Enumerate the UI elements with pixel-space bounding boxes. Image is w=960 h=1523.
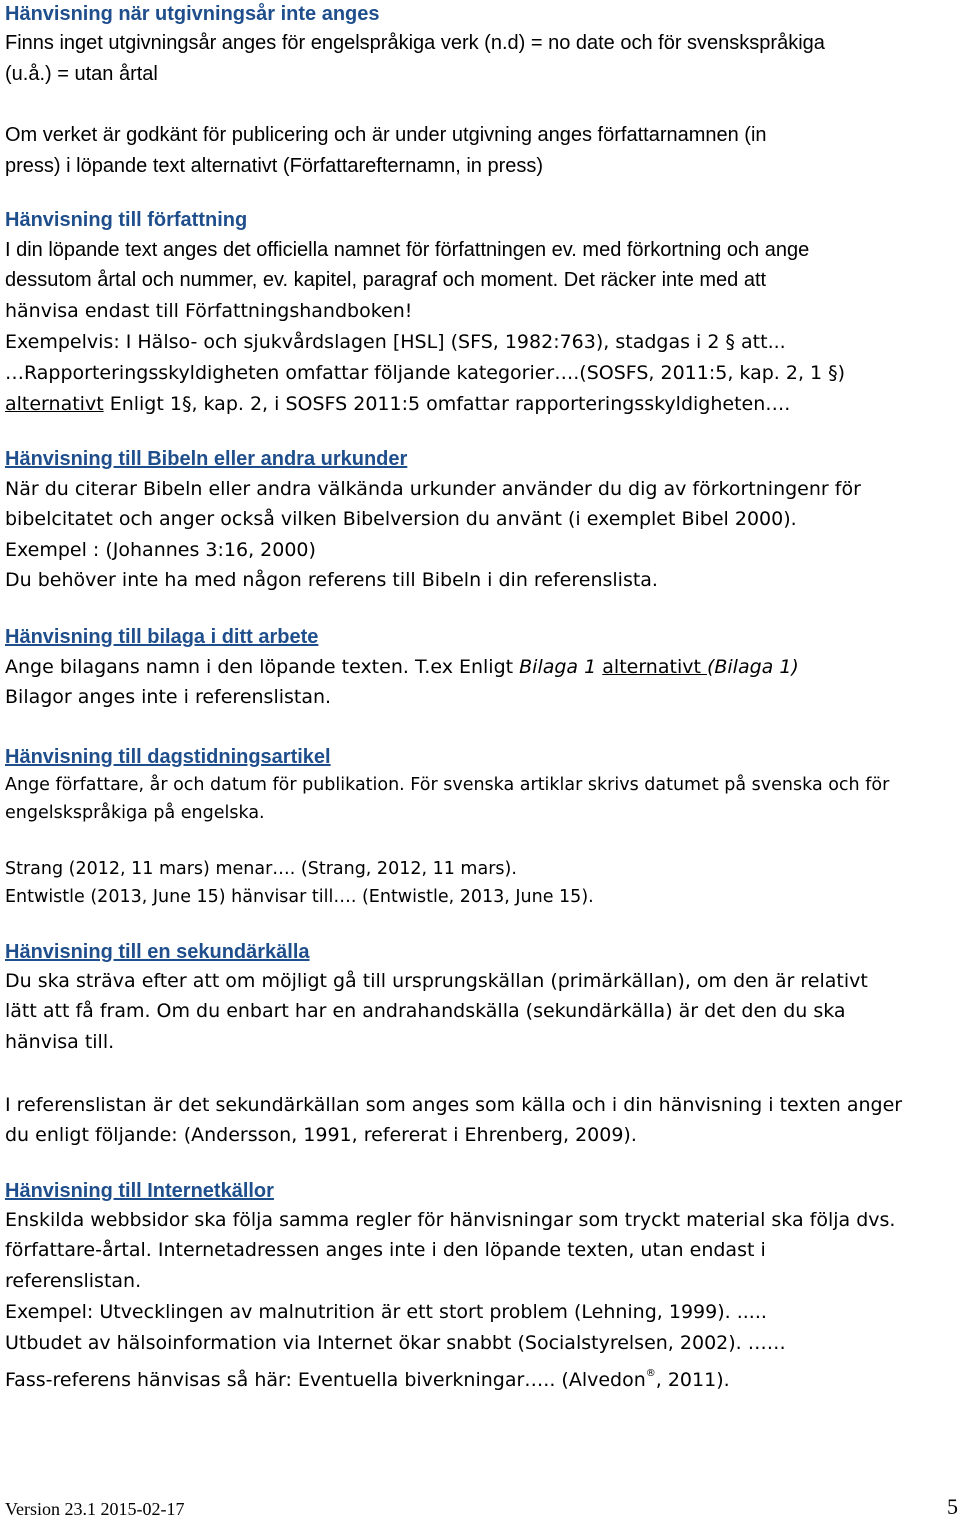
appendix-underlined: alternativt [602, 656, 707, 678]
newspaper-line: Ange författare, år och datum för publikation. För svenska artiklar skrivs datumet på svenska och för [5, 775, 890, 795]
bible-line: Exempel : (Johannes 3:16, 2000) [5, 539, 316, 561]
statute-alt-rest: Enligt 1§, kap. 2, i SOSFS 2011:5 omfattar rapporteringsskyldigheten…. [103, 393, 791, 415]
heading-bible: Hänvisning till Bibeln eller andra urkunder [5, 448, 408, 470]
footer-version: Version 23.1 2015-02-17 [5, 1499, 185, 1519]
statute-line: dessutom årtal och nummer, ev. kapitel, paragraf och moment. Det räcker inte med att [5, 269, 767, 291]
alternativt-underlined: alternativt [5, 393, 104, 415]
secondary-line: Du ska sträva efter att om möjligt gå till ursprungskällan (primärkällan), om den är relativt [5, 970, 868, 992]
appendix-text: Ange bilagans namn i den löpande texten. T.ex Enligt [5, 656, 520, 678]
secondary-line: lätt att få fram. Om du enbart har en andrahandskälla (sekundärkälla) är det den du ska [5, 1000, 846, 1022]
fass-text-end: , 2011). [655, 1369, 730, 1391]
internet-line: Utbudet av hälsoinformation via Internet ökar snabbt (Socialstyrelsen, 2002). …… [5, 1332, 786, 1354]
secondary-line: hänvisa till. [5, 1031, 115, 1053]
heading-appendix: Hänvisning till bilaga i ditt arbete [5, 626, 319, 648]
newspaper-line: Strang (2012, 11 mars) menar…. (Strang, 2012, 11 mars). [5, 859, 517, 879]
bible-line: Du behöver inte ha med någon referens till Bibeln i din referenslista. [5, 569, 658, 591]
newspaper-line: Entwistle (2013, June 15) hänvisar till…. (Entwistle, 2013, June 15). [5, 887, 594, 907]
appendix-line [5, 653, 799, 681]
appendix-italic: Bilaga 1 [519, 656, 597, 678]
statute-line: I din löpande text anges det officiella namnet för författningen ev. med förkortning och ange [5, 239, 810, 261]
page-number: 5 [947, 1494, 958, 1519]
newspaper-line: engelskspråkiga på engelska. [5, 803, 265, 823]
appendix-italic: (Bilaga 1) [706, 656, 799, 678]
heading-newspaper: Hänvisning till dagstidningsartikel [5, 746, 331, 768]
internet-line: författare-årtal. Internetadressen anges inte i den löpande texten, utan endast i [5, 1239, 766, 1261]
fass-text: Fass-referens hänvisas så här: Eventuella biverkningar….. (Alvedon [5, 1369, 646, 1391]
internet-line: Exempel: Utvecklingen av malnutrition är ett stort problem (Lehning, 1999). ..... [5, 1301, 767, 1323]
statute-alt-line [5, 390, 790, 418]
appendix-line: Bilagor anges inte i referenslistan. [5, 686, 332, 708]
no-year-line: (u.å.) = utan årtal [5, 63, 158, 85]
bible-line: När du citerar Bibeln eller andra välkända urkunder använder du dig av förkortningenr för [5, 478, 861, 500]
statute-line: …Rapporteringsskyldigheten omfattar följande kategorier….(SOSFS, 2011:5, kap. 2, 1 §) [5, 362, 846, 384]
registered-mark: ® [645, 1368, 656, 1379]
heading-secondary-source: Hänvisning till en sekundärkälla [5, 941, 310, 963]
heading-no-year: Hänvisning när utgivningsår inte anges [5, 3, 380, 25]
secondary-line: du enligt följande: (Andersson, 1991, refererat i Ehrenberg, 2009). [5, 1124, 637, 1146]
no-year-line: Finns inget utgivningsår anges för engelspråkiga verk (n.d) = no date och för svenskspråkiga [5, 32, 825, 54]
fass-line [5, 1360, 730, 1394]
bible-line: bibelcitatet och anger också vilken Bibelversion du använt (i exemplet Bibel 2000). [5, 508, 797, 530]
no-year-line: Om verket är godkänt för publicering och är under utgivning anges författarnamnen (in [5, 124, 767, 146]
heading-internet: Hänvisning till Internetkällor [5, 1180, 274, 1202]
statute-line: Exempelvis: I Hälso- och sjukvårdslagen [HSL] (SFS, 1982:763), stadgas i 2 § att... [5, 331, 786, 353]
secondary-line: I referenslistan är det sekundärkällan som anges som källa och i din hänvisning i texten anger [5, 1094, 903, 1116]
internet-line: Enskilda webbsidor ska följa samma regler för hänvisningar som tryckt material ska följa dvs. [5, 1209, 896, 1231]
heading-statute: Hänvisning till författning [5, 209, 248, 231]
internet-line: referenslistan. [5, 1270, 142, 1292]
no-year-line: press) i löpande text alternativt (Författarefternamn, in press) [5, 155, 544, 177]
statute-line: hänvisa endast till Författningshandboken! [5, 300, 413, 322]
